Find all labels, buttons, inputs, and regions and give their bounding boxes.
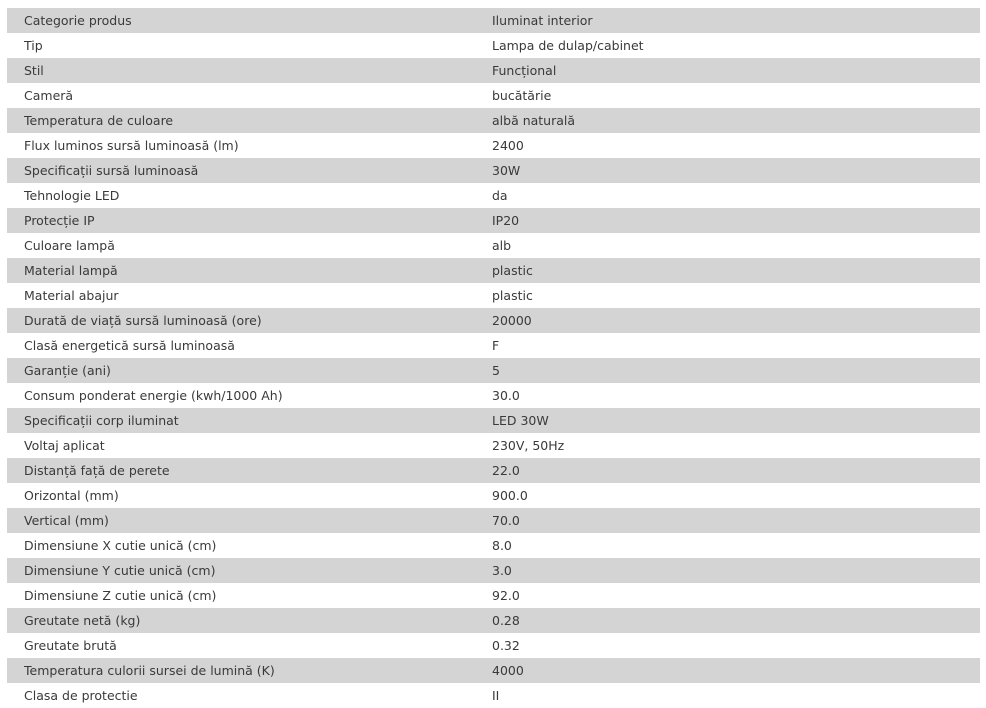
spec-row-stil bbox=[7, 58, 980, 83]
spec-value: 20000 bbox=[480, 308, 980, 333]
specifications-table-body bbox=[7, 8, 980, 708]
spec-value: 8.0 bbox=[480, 533, 980, 558]
spec-label: Garanție (ani) bbox=[7, 358, 480, 383]
spec-row-material-lampa bbox=[7, 258, 980, 283]
spec-value: plastic bbox=[480, 258, 980, 283]
spec-label: Dimensiune Y cutie unică (cm) bbox=[7, 558, 480, 583]
spec-label: Temperatura culorii sursei de lumină (K) bbox=[7, 658, 480, 683]
spec-label: Vertical (mm) bbox=[7, 508, 480, 533]
spec-value: Iluminat interior bbox=[480, 8, 980, 33]
spec-row-orizontal bbox=[7, 483, 980, 508]
spec-row-consum-energie bbox=[7, 383, 980, 408]
spec-label: Tehnologie LED bbox=[7, 183, 480, 208]
spec-value: 0.32 bbox=[480, 633, 980, 658]
spec-value: F bbox=[480, 333, 980, 358]
spec-value: 0.28 bbox=[480, 608, 980, 633]
spec-label: Consum ponderat energie (kwh/1000 Ah) bbox=[7, 383, 480, 408]
spec-value: 3.0 bbox=[480, 558, 980, 583]
spec-label: Protecție IP bbox=[7, 208, 480, 233]
spec-label: Temperatura de culoare bbox=[7, 108, 480, 133]
spec-row-tehnologie-led bbox=[7, 183, 980, 208]
spec-row-camera bbox=[7, 83, 980, 108]
spec-label: Voltaj aplicat bbox=[7, 433, 480, 458]
spec-value: 5 bbox=[480, 358, 980, 383]
spec-label: Categorie produs bbox=[7, 8, 480, 33]
spec-row-clasa-protectie bbox=[7, 683, 980, 708]
spec-value: 30.0 bbox=[480, 383, 980, 408]
spec-row-tip bbox=[7, 33, 980, 58]
spec-label: Greutate netă (kg) bbox=[7, 608, 480, 633]
spec-row-voltaj bbox=[7, 433, 980, 458]
spec-row-dimensiune-y bbox=[7, 558, 980, 583]
spec-label: Flux luminos sursă luminoasă (lm) bbox=[7, 133, 480, 158]
spec-value: 92.0 bbox=[480, 583, 980, 608]
spec-row-vertical bbox=[7, 508, 980, 533]
spec-value: 70.0 bbox=[480, 508, 980, 533]
spec-row-specificatii-corp bbox=[7, 408, 980, 433]
spec-value: 30W bbox=[480, 158, 980, 183]
spec-value: 2400 bbox=[480, 133, 980, 158]
spec-row-greutate-bruta bbox=[7, 633, 980, 658]
spec-value: albă naturală bbox=[480, 108, 980, 133]
spec-value: da bbox=[480, 183, 980, 208]
spec-value: II bbox=[480, 683, 980, 708]
spec-value: Funcțional bbox=[480, 58, 980, 83]
spec-row-specificatii-sursa bbox=[7, 158, 980, 183]
spec-label: Dimensiune Z cutie unică (cm) bbox=[7, 583, 480, 608]
spec-value: 230V, 50Hz bbox=[480, 433, 980, 458]
spec-row-categorie-produs bbox=[7, 8, 980, 33]
spec-label: Distanță față de perete bbox=[7, 458, 480, 483]
spec-row-greutate-neta bbox=[7, 608, 980, 633]
spec-row-clasa-energetica bbox=[7, 333, 980, 358]
specifications-table bbox=[7, 8, 980, 708]
spec-label: Specificații corp iluminat bbox=[7, 408, 480, 433]
spec-label: Orizontal (mm) bbox=[7, 483, 480, 508]
spec-row-temperatura-culoare bbox=[7, 108, 980, 133]
spec-label: Specificații sursă luminoasă bbox=[7, 158, 480, 183]
spec-label: Cameră bbox=[7, 83, 480, 108]
spec-row-culoare-lampa bbox=[7, 233, 980, 258]
spec-row-temperatura-culorii bbox=[7, 658, 980, 683]
spec-value: alb bbox=[480, 233, 980, 258]
spec-label: Culoare lampă bbox=[7, 233, 480, 258]
spec-label: Durată de viață sursă luminoasă (ore) bbox=[7, 308, 480, 333]
spec-row-durata-viata bbox=[7, 308, 980, 333]
spec-value: LED 30W bbox=[480, 408, 980, 433]
spec-row-garantie bbox=[7, 358, 980, 383]
spec-value: plastic bbox=[480, 283, 980, 308]
spec-row-material-abajur bbox=[7, 283, 980, 308]
spec-label: Material lampă bbox=[7, 258, 480, 283]
spec-label: Clasa de protectie bbox=[7, 683, 480, 708]
spec-label: Tip bbox=[7, 33, 480, 58]
spec-label: Greutate brută bbox=[7, 633, 480, 658]
spec-label: Stil bbox=[7, 58, 480, 83]
spec-label: Material abajur bbox=[7, 283, 480, 308]
spec-value: 22.0 bbox=[480, 458, 980, 483]
spec-value: 900.0 bbox=[480, 483, 980, 508]
spec-label: Dimensiune X cutie unică (cm) bbox=[7, 533, 480, 558]
spec-row-flux-luminos bbox=[7, 133, 980, 158]
spec-value: Lampa de dulap/cabinet bbox=[480, 33, 980, 58]
spec-row-dimensiune-z bbox=[7, 583, 980, 608]
spec-row-dimensiune-x bbox=[7, 533, 980, 558]
spec-row-distanta-perete bbox=[7, 458, 980, 483]
spec-label: Clasă energetică sursă luminoasă bbox=[7, 333, 480, 358]
spec-value: 4000 bbox=[480, 658, 980, 683]
spec-row-protectie-ip bbox=[7, 208, 980, 233]
spec-value: IP20 bbox=[480, 208, 980, 233]
spec-value: bucătărie bbox=[480, 83, 980, 108]
